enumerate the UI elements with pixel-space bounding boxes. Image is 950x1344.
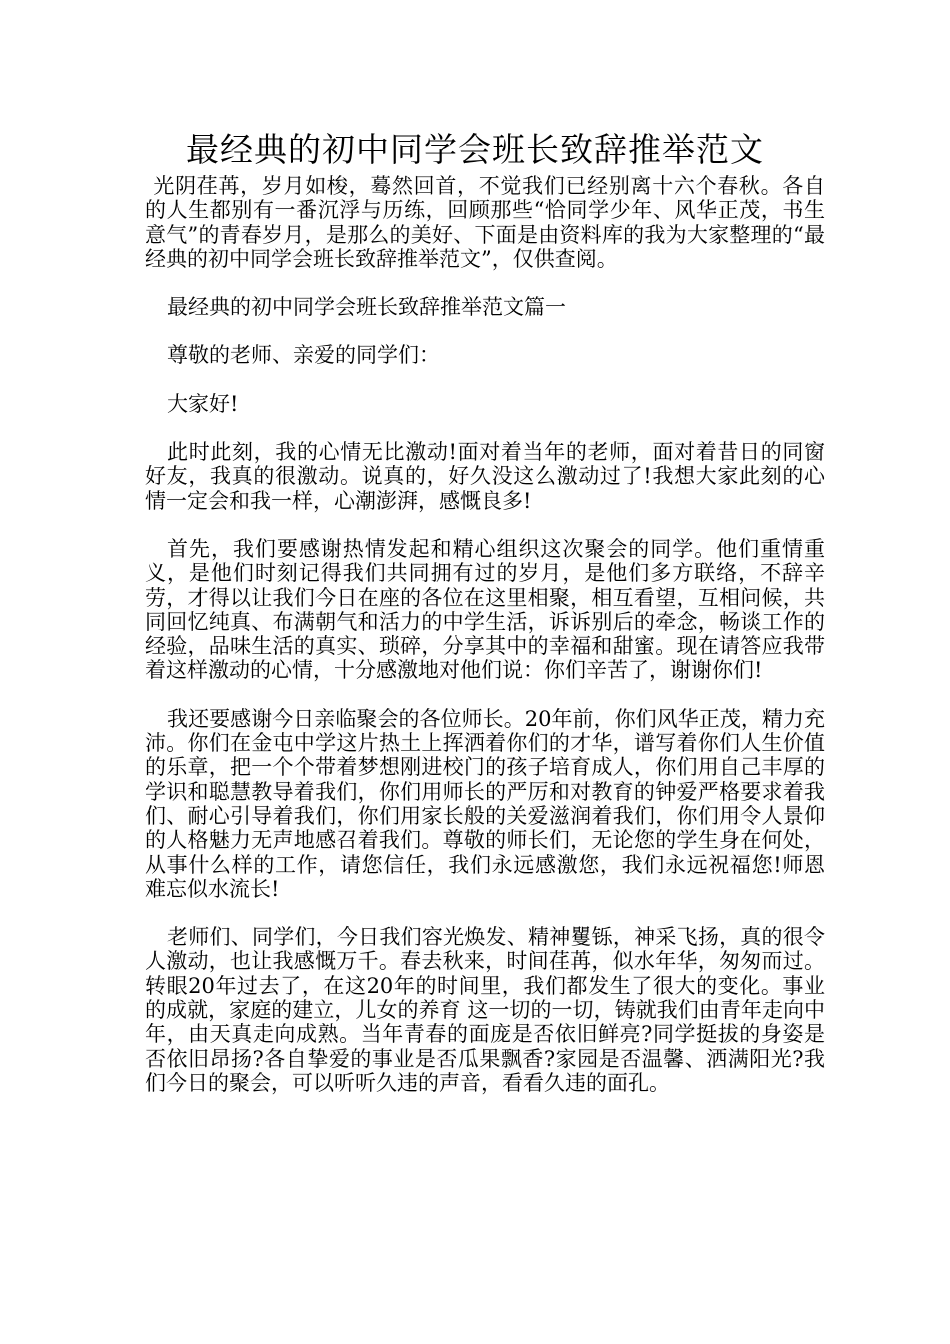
body-paragraph: 此时此刻，我的心情无比激动!面对着当年的老师，面对着昔日的同窗好友，我真的很激动。说真的，好久没这么激动过了!我想大家此刻的心情一定会和我一样，心潮澎湃，感慨良多!	[145, 440, 825, 513]
document-title: 最经典的初中同学会班长致辞推举范文	[186, 130, 764, 169]
body-paragraph: 老师们、同学们，今日我们容光焕发、精神矍铄，神采飞扬，真的很令人激动，也让我感慨万千。春去秋来，时间荏苒，似水年华，匆匆而过。转眼20年过去了，在这20年的时间里，我们都发生了很大的变化。事业的成就，家庭的建立，儿女的养育 这一切的一切，铸就我们由青年走向中年，由天真走向成熟。当年青春的面庞是否依旧鲜亮?同学挺拔的身姿是否依旧昂扬?各自挚爱的事业是否瓜果飘香?家园是否温馨、洒满阳光?我们今日的聚会，可以听听久违的声音，看看久违的面孔。	[145, 925, 825, 1095]
section-heading: 最经典的初中同学会班长致辞推举范文篇一	[167, 295, 567, 320]
document-body	[145, 174, 825, 1095]
body-paragraph: 首先，我们要感谢热情发起和精心组织这次聚会的同学。他们重情重义，是他们时刻记得我们共同拥有过的岁月，是他们多方联络，不辞辛劳，才得以让我们今日在座的各位在这里相聚，相互看望，互相问候，共同回忆纯真、布满朝气和活力的中学生活，诉诉别后的牵念，畅谈工作的经验，品味生活的真实、琐碎，分享其中的幸福和甜蜜。现在请答应我带着这样激动的心情，十分感激地对他们说：你们辛苦了，谢谢你们!	[145, 536, 825, 683]
greeting: 大家好!	[167, 391, 239, 416]
salutation: 尊敬的老师、亲爱的同学们：	[167, 343, 441, 368]
body-paragraph: 我还要感谢今日亲临聚会的各位师长。20年前，你们风华正茂，精力充沛。你们在金屯中学这片热土上挥洒着你们的才华，谱写着你们人生价值的乐章，把一个个带着梦想刚进校门的孩子培育成人，你们用自己丰厚的学识和聪慧教导着我们，你们用师长的严厉和对教育的钟爱严格要求着我们、耐心引导着我们，你们用家长般的关爱滋润着我们，你们用令人景仰的人格魅力无声地感召着我们。尊敬的师长们，无论您的学生身在何处，从事什么样的工作，请您信任，我们永远感激您，我们永远祝福您!师恩难忘似水流长!	[145, 706, 825, 901]
intro-paragraph: 光阴荏苒，岁月如梭，蓦然回首，不觉我们已经别离十六个春秋。各自的人生都别有一番沉浮与历练，回顾那些“恰同学少年、风华正茂，书生意气”的青春岁月，是那么的美好、下面是由资料库的我为大家整理的“最经典的初中同学会班长致辞推举范文”，仅供查阅。	[145, 174, 825, 271]
